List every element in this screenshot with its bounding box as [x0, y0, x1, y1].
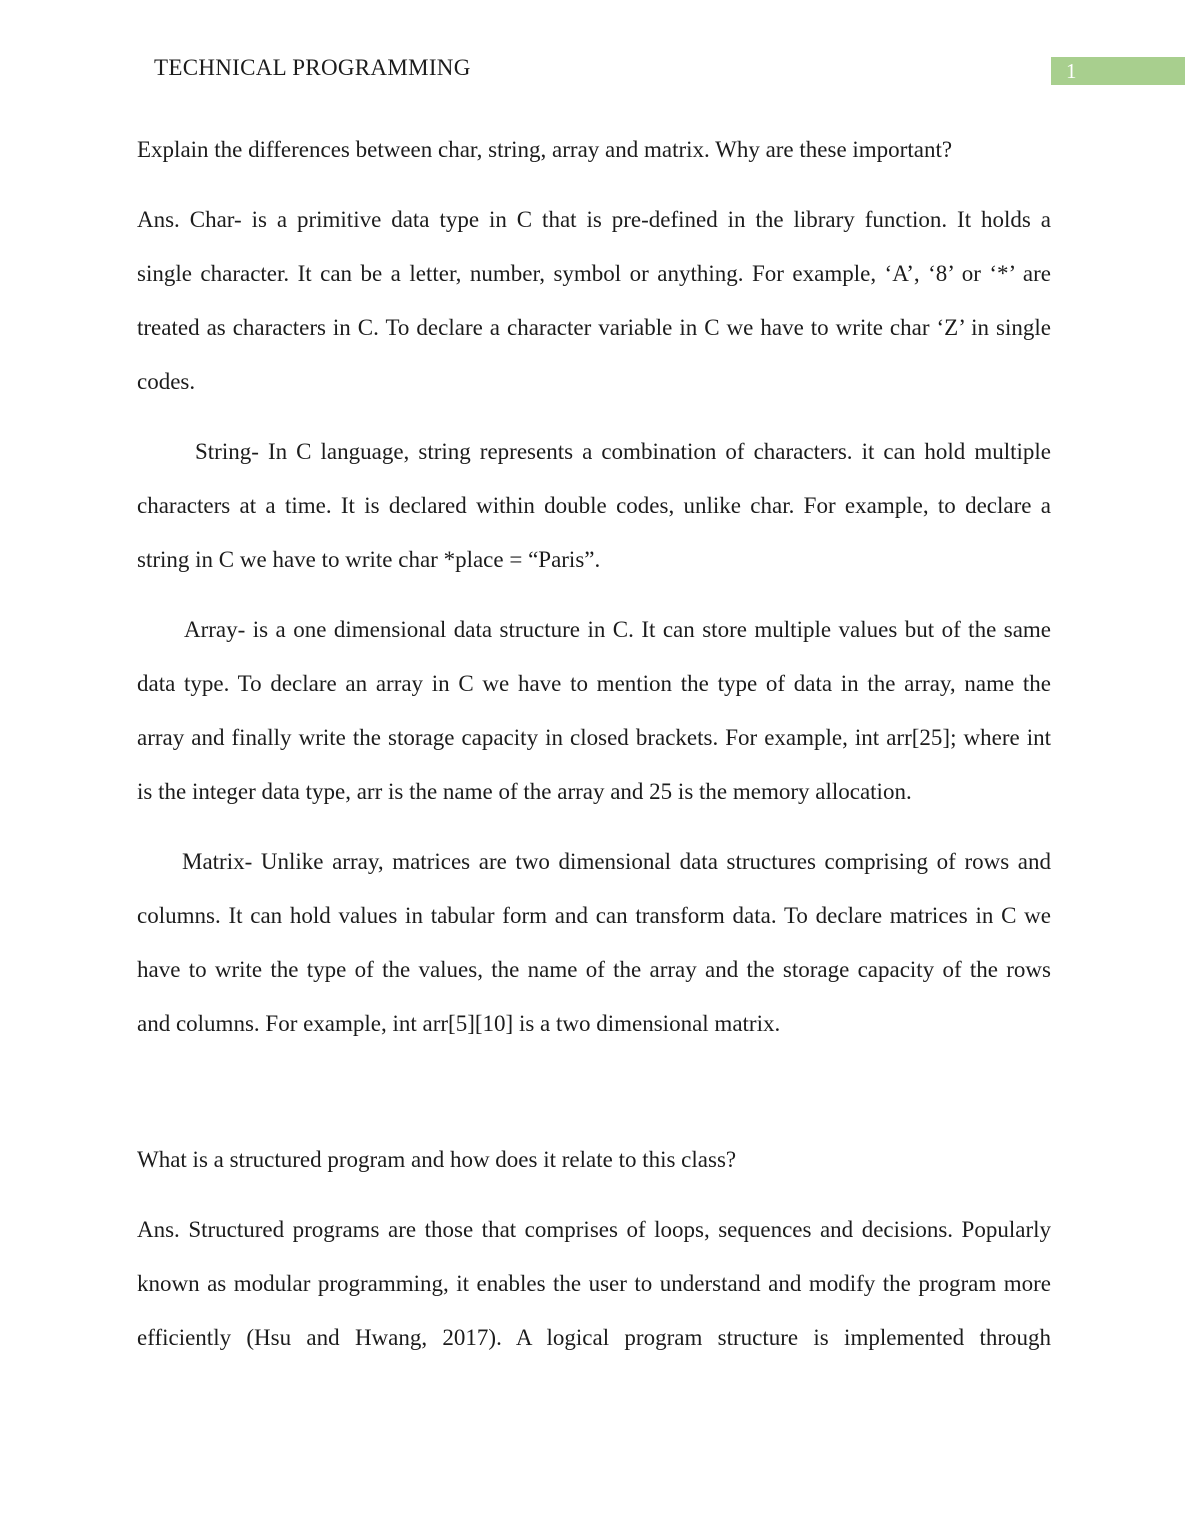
page-number-badge [1051, 57, 1185, 85]
text-line: data type. To declare an array in C we have to mention the type of data in the array, name the [137, 671, 1051, 696]
text-line: string in C we have to write char *place = “Paris”. [137, 547, 601, 572]
text-line: What is a structured program and how does it relate to this class? [137, 1147, 737, 1172]
text-line: is the integer data type, arr is the name of the array and 25 is the memory allocation. [137, 779, 912, 804]
answer-array [137, 603, 1051, 819]
page-number: 1 [1066, 59, 1077, 83]
text-line: and columns. For example, int arr[5][10] is a two dimensional matrix. [137, 1011, 781, 1036]
text-line: Ans. Char- is a primitive data type in C that is pre-defined in the library function. It holds a [137, 207, 1051, 232]
answer-structured-program [137, 1203, 1051, 1365]
text-line: treated as characters in C. To declare a character variable in C we have to write char ‘Z’ in single [137, 315, 1051, 340]
text-line: Matrix- Unlike array, matrices are two dimensional data structures comprising of rows and [182, 849, 1051, 874]
page-header-title: TECHNICAL PROGRAMMING [154, 55, 471, 80]
text-line: efficiently (Hsu and Hwang, 2017). A logical program structure is implemented through [137, 1325, 1051, 1350]
text-line: codes. [137, 369, 196, 394]
text-line: single character. It can be a letter, number, symbol or anything. For example, ‘A’, ‘8’ or ‘*’ are [137, 261, 1051, 286]
question-1 [137, 123, 1051, 177]
text-line: Ans. Structured programs are those that comprises of loops, sequences and decisions. Popularly [137, 1217, 1051, 1242]
text-line: columns. It can hold values in tabular form and can transform data. To declare matrices in C we [137, 903, 1051, 928]
text-line: have to write the type of the values, the name of the array and the storage capacity of the rows [137, 957, 1051, 982]
text-line: array and finally write the storage capacity in closed brackets. For example, int arr[25]; where int [137, 725, 1051, 750]
answer-string [137, 425, 1051, 587]
question-2 [137, 1133, 1051, 1187]
text-line: String- In C language, string represents a combination of characters. it can hold multiple [195, 439, 1051, 464]
blank-line [137, 1067, 1051, 1117]
text-line: known as modular programming, it enables the user to understand and modify the program more [137, 1271, 1051, 1296]
text-line: Explain the differences between char, string, array and matrix. Why are these important? [137, 137, 953, 162]
document-body [137, 123, 1051, 1381]
text-line: characters at a time. It is declared within double codes, unlike char. For example, to declare a [137, 493, 1051, 518]
answer-matrix [137, 835, 1051, 1051]
answer-char [137, 193, 1051, 409]
text-line: Array- is a one dimensional data structure in C. It can store multiple values but of the same [184, 617, 1051, 642]
